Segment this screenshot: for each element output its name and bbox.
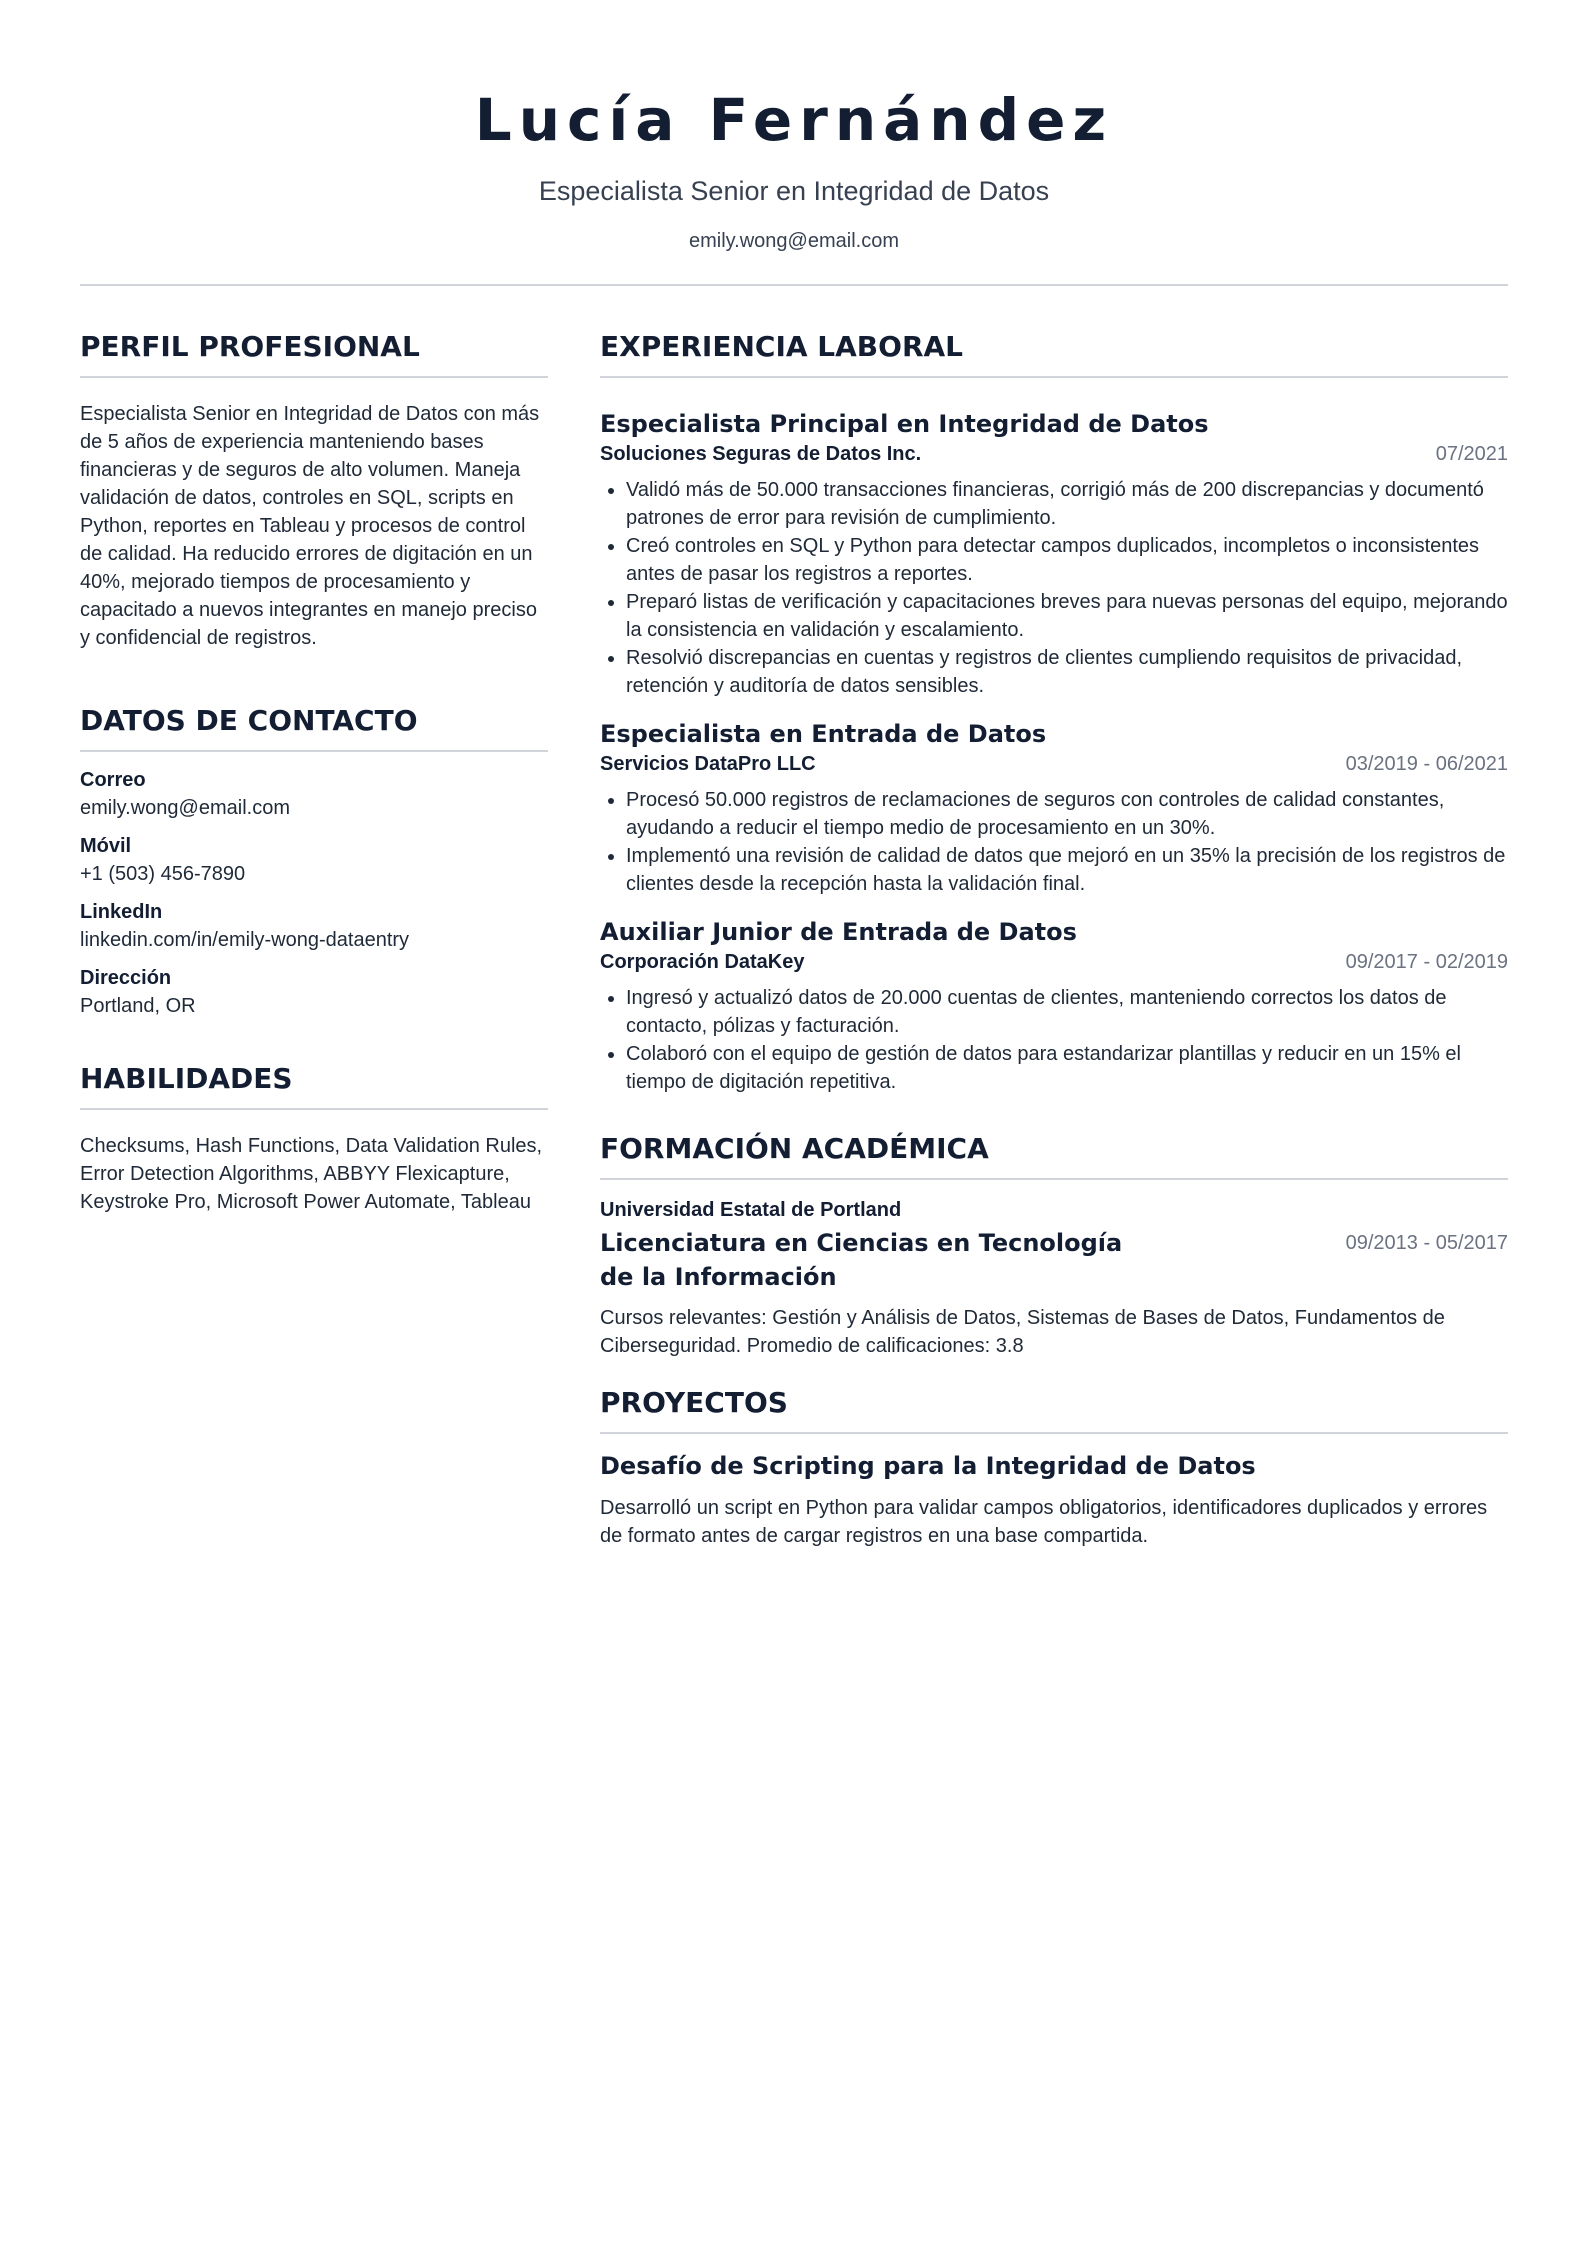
project-title: Desafío de Scripting para la Integridad de Datos [600,1452,1256,1480]
contact-address-value: Portland, OR [80,995,196,1017]
education-section [600,1132,1508,1360]
job-entry [600,916,1508,1096]
job-meta [600,440,1508,468]
contact-heading: DATOS DE CONTACTO [80,704,548,752]
contact-item-address [80,964,548,1020]
job-bullet: Validó más de 50.000 transacciones financieras, corrigió más de 200 discrepancias y documentó patrones de error para revisión de cumplimiento. [600,476,1508,532]
header-divider [80,284,1508,286]
contact-label: Dirección [80,967,172,989]
education-school: Universidad Estatal de Portland [600,1199,902,1221]
job-bullet: Preparó listas de verificación y capacitaciones breves para nuevas personas del equipo, mejorando la consistencia en validación y escalamiento. [600,588,1508,644]
job-title: Especialista Principal en Integridad de Datos [600,410,1209,438]
job-bullet: Colaboró con el equipo de gestión de datos para estandarizar plantillas y reducir en un 15% el tiempo de digitación repetitiva. [600,1040,1508,1096]
job-company: Soluciones Seguras de Datos Inc. [600,443,922,465]
contact-phone-value: +1 (503) 456-7890 [80,863,246,885]
education-date: 09/2013 - 05/2017 [1345,1232,1508,1254]
right-column [600,330,1508,1550]
projects-heading: PROYECTOS [600,1386,1508,1434]
contact-label: Móvil [80,835,132,857]
skills-section [80,1062,548,1216]
job-entry [600,718,1508,898]
job-company: Corporación DataKey [600,951,805,973]
content-columns [80,330,1508,1550]
job-bullet: Creó controles en SQL y Python para detectar campos duplicados, incompletos o inconsistentes antes de pasar los registros a reportes. [600,532,1508,588]
job-meta [600,750,1508,778]
skills-list: Checksums, Hash Functions, Data Validation Rules, Error Detection Algorithms, ABBYY Flexicapture, Keystroke Pro, Microsoft Power Automate, Tableau [80,1135,543,1213]
job-date: 09/2017 - 02/2019 [1345,951,1508,973]
education-row [600,1226,1508,1294]
job-date: 03/2019 - 06/2021 [1345,753,1508,775]
resume-header [80,0,1508,286]
job-meta [600,948,1508,976]
job-bullet: Ingresó y actualizó datos de 20.000 cuentas de clientes, manteniendo correctos los datos de contacto, pólizas y facturación. [600,984,1508,1040]
job-date: 07/2021 [1435,443,1508,465]
job-bullet: Resolvió discrepancias en cuentas y registros de clientes cumpliendo requisitos de privacidad, retención y auditoría de datos sensibles. [600,644,1508,700]
left-column [80,330,548,1550]
experience-heading: EXPERIENCIA LABORAL [600,330,1508,378]
profile-summary: Especialista Senior en Integridad de Datos con más de 5 años de experiencia manteniendo bases financieras y de seguros de alto volumen. Maneja validación de datos, controles en SQL, scripts en Python, reportes en Tableau y procesos de control de calidad. Ha reducido errores de digitación en un 40%, mejorado tiempos de procesamiento y capacitado a nuevos integrantes en manejo preciso y confidencial de registros. [80,403,540,649]
education-courses: Cursos relevantes: Gestión y Análisis de Datos, Sistemas de Bases de Datos, Fundamentos de Ciberseguridad. Promedio de calificaciones: 3.8 [600,1307,1445,1357]
contact-list [80,766,548,1020]
job-bullet: Implementó una revisión de calidad de datos que mejoró en un 35% la precisión de los registros de clientes desde la recepción hasta la validación final. [600,842,1508,898]
header-email: emily.wong@email.com [689,230,899,252]
contact-label: LinkedIn [80,901,163,923]
job-bullet: Procesó 50.000 registros de reclamaciones de seguros con controles de calidad constantes, ayudando a reducir el tiempo medio de procesamiento en un 30%. [600,786,1508,842]
contact-label: Correo [80,769,146,791]
contact-item-email [80,766,548,822]
profile-section [80,330,548,652]
contact-email-value[interactable]: emily.wong@email.com [80,797,290,819]
contact-linkedin-value[interactable]: linkedin.com/in/emily-wong-dataentry [80,929,410,951]
education-heading: FORMACIÓN ACADÉMICA [600,1132,1508,1180]
job-bullets [600,984,1508,1096]
job-company: Servicios DataPro LLC [600,753,816,775]
job-title: Auxiliar Junior de Entrada de Datos [600,918,1077,946]
contact-item-phone [80,832,548,888]
job-bullets [600,786,1508,898]
job-title: Especialista en Entrada de Datos [600,720,1047,748]
profile-heading: PERFIL PROFESIONAL [80,330,548,378]
project-description: Desarrolló un script en Python para validar campos obligatorios, identificadores duplicados y errores de formato antes de cargar registros en una base compartida. [600,1497,1488,1547]
candidate-name: Lucía Fernández [474,86,1114,154]
education-degree: Licenciatura en Ciencias en Tecnología de la Información [600,1229,1123,1291]
experience-section [600,330,1508,1096]
projects-section [600,1386,1508,1550]
candidate-title: Especialista Senior en Integridad de Datos [538,176,1050,206]
contact-item-linkedin [80,898,548,954]
skills-heading: HABILIDADES [80,1062,548,1110]
contact-section [80,704,548,1020]
job-entry [600,408,1508,700]
job-bullets [600,476,1508,700]
